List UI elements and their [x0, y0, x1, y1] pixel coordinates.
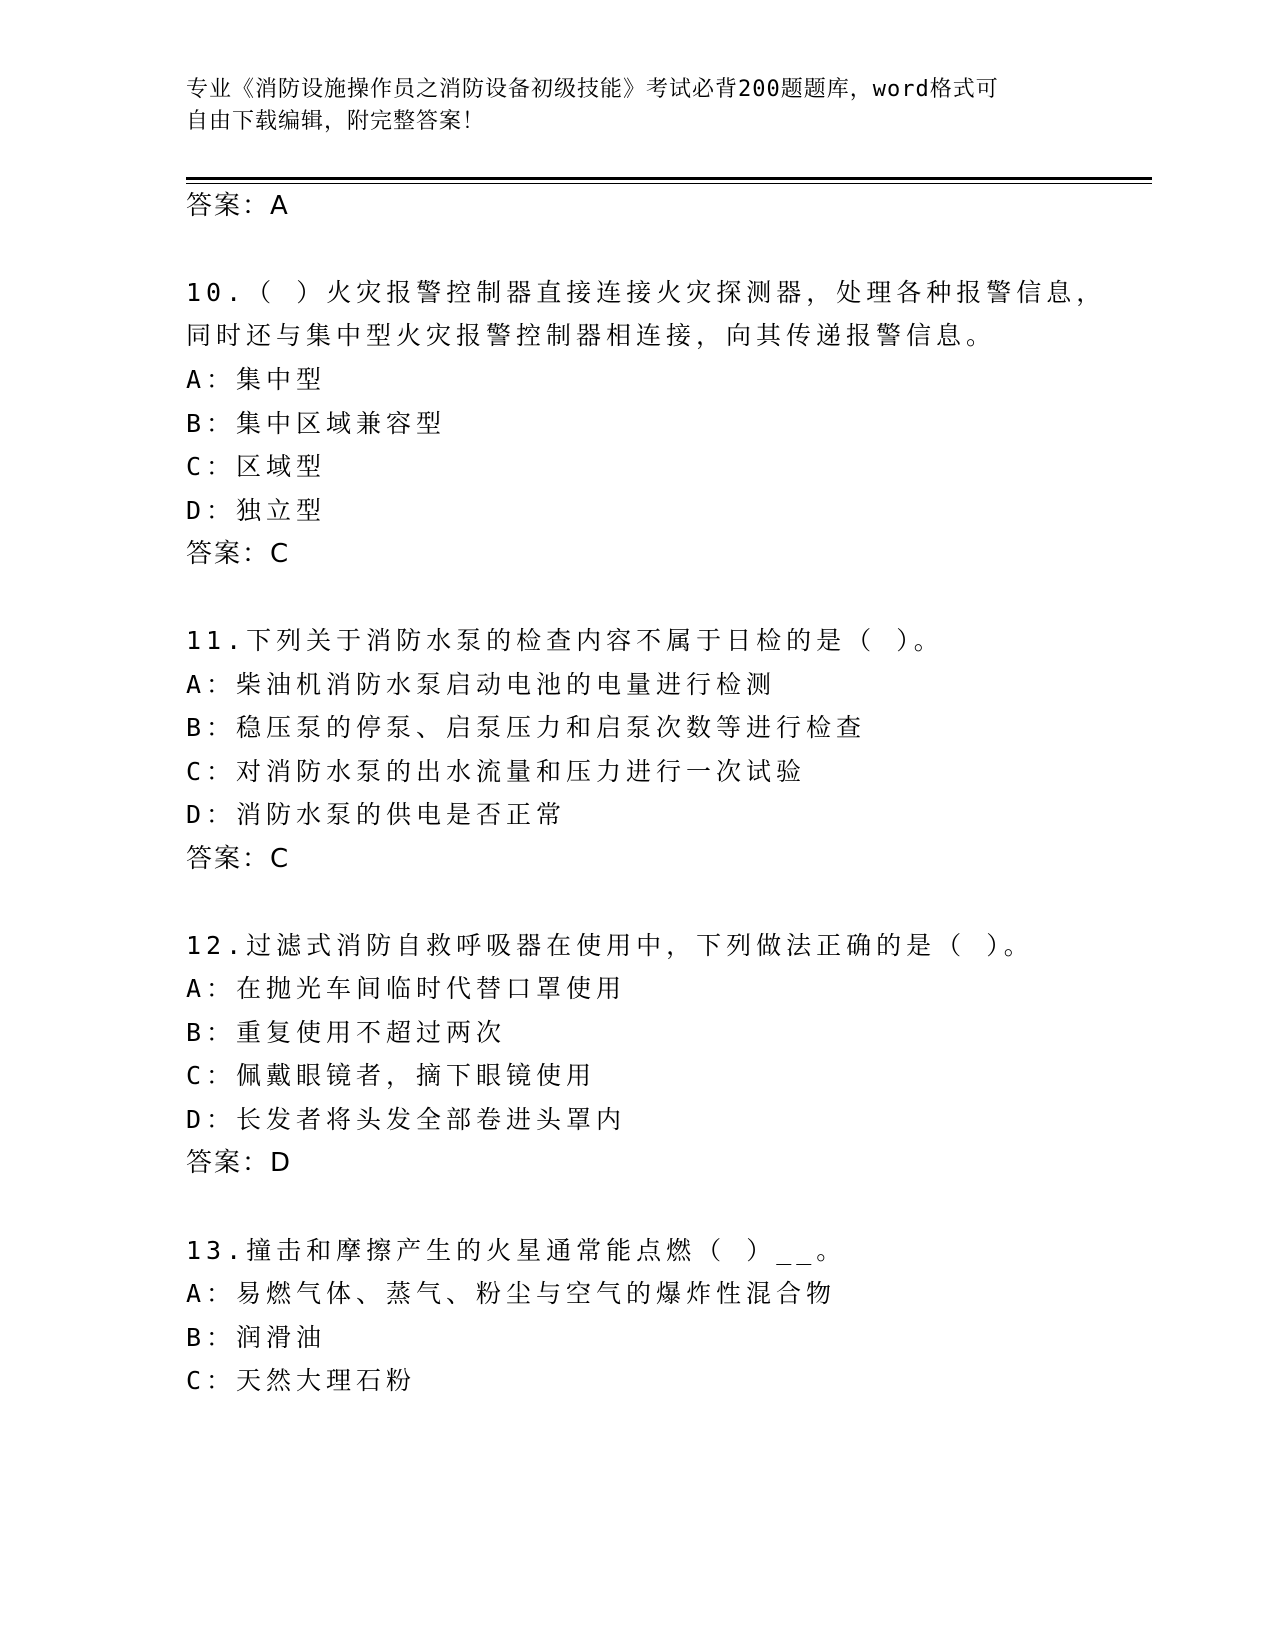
q12-option-c: C：佩戴眼镜者，摘下眼镜使用: [186, 1061, 597, 1090]
q12-option-d: D：长发者将头发全部卷进头罩内: [186, 1105, 627, 1134]
q13-option-c: C：天然大理石粉: [186, 1366, 417, 1395]
q13-stem: 13.撞击和摩擦产生的火星通常能点燃（ ）__。: [186, 1236, 847, 1265]
q11-answer: 答案：C: [186, 844, 291, 874]
header-line-2: 自由下载编辑，附完整答案！: [186, 109, 486, 134]
q12-stem: 12.过滤式消防自救呼吸器在使用中，下列做法正确的是（ ）。: [186, 931, 1034, 960]
q10-option-a: A：集中型: [186, 365, 327, 394]
q11-option-d: D：消防水泵的供电是否正常: [186, 800, 567, 829]
q11-stem: 11.下列关于消防水泵的检查内容不属于日检的是（ ）。: [186, 626, 944, 655]
q10-option-b: B：集中区域兼容型: [186, 409, 447, 438]
q11-option-a: A：柴油机消防水泵启动电池的电量进行检测: [186, 670, 777, 699]
q12-option-b: B：重复使用不超过两次: [186, 1018, 507, 1047]
q10-stem-line-2: 同时还与集中型火灾报警控制器相连接，向其传递报警信息。: [186, 321, 997, 350]
q12-answer: 答案：D: [186, 1148, 293, 1178]
q13-option-b: B：润滑油: [186, 1323, 327, 1352]
q12-option-a: A：在抛光车间临时代替口罩使用: [186, 974, 627, 1003]
header-divider-thick: [186, 177, 1152, 180]
answer-prev: 答案：A: [186, 191, 290, 221]
q10-answer: 答案：C: [186, 539, 291, 569]
q11-option-c: C：对消防水泵的出水流量和压力进行一次试验: [186, 757, 807, 786]
q10-stem-line-1: 10.（ ）火灾报警控制器直接连接火灾探测器，处理各种报警信息，: [186, 278, 1107, 307]
q13-option-a: A：易燃气体、蒸气、粉尘与空气的爆炸性混合物: [186, 1279, 837, 1308]
q10-option-c: C：区域型: [186, 452, 327, 481]
header-line-1: 专业《消防设施操作员之消防设备初级技能》考试必背200题题库，word格式可: [186, 77, 999, 102]
q11-option-b: B：稳压泵的停泵、启泵压力和启泵次数等进行检查: [186, 713, 867, 742]
header-divider-thin: [186, 183, 1152, 184]
q10-option-d: D：独立型: [186, 496, 327, 525]
document-header: [186, 74, 1086, 138]
